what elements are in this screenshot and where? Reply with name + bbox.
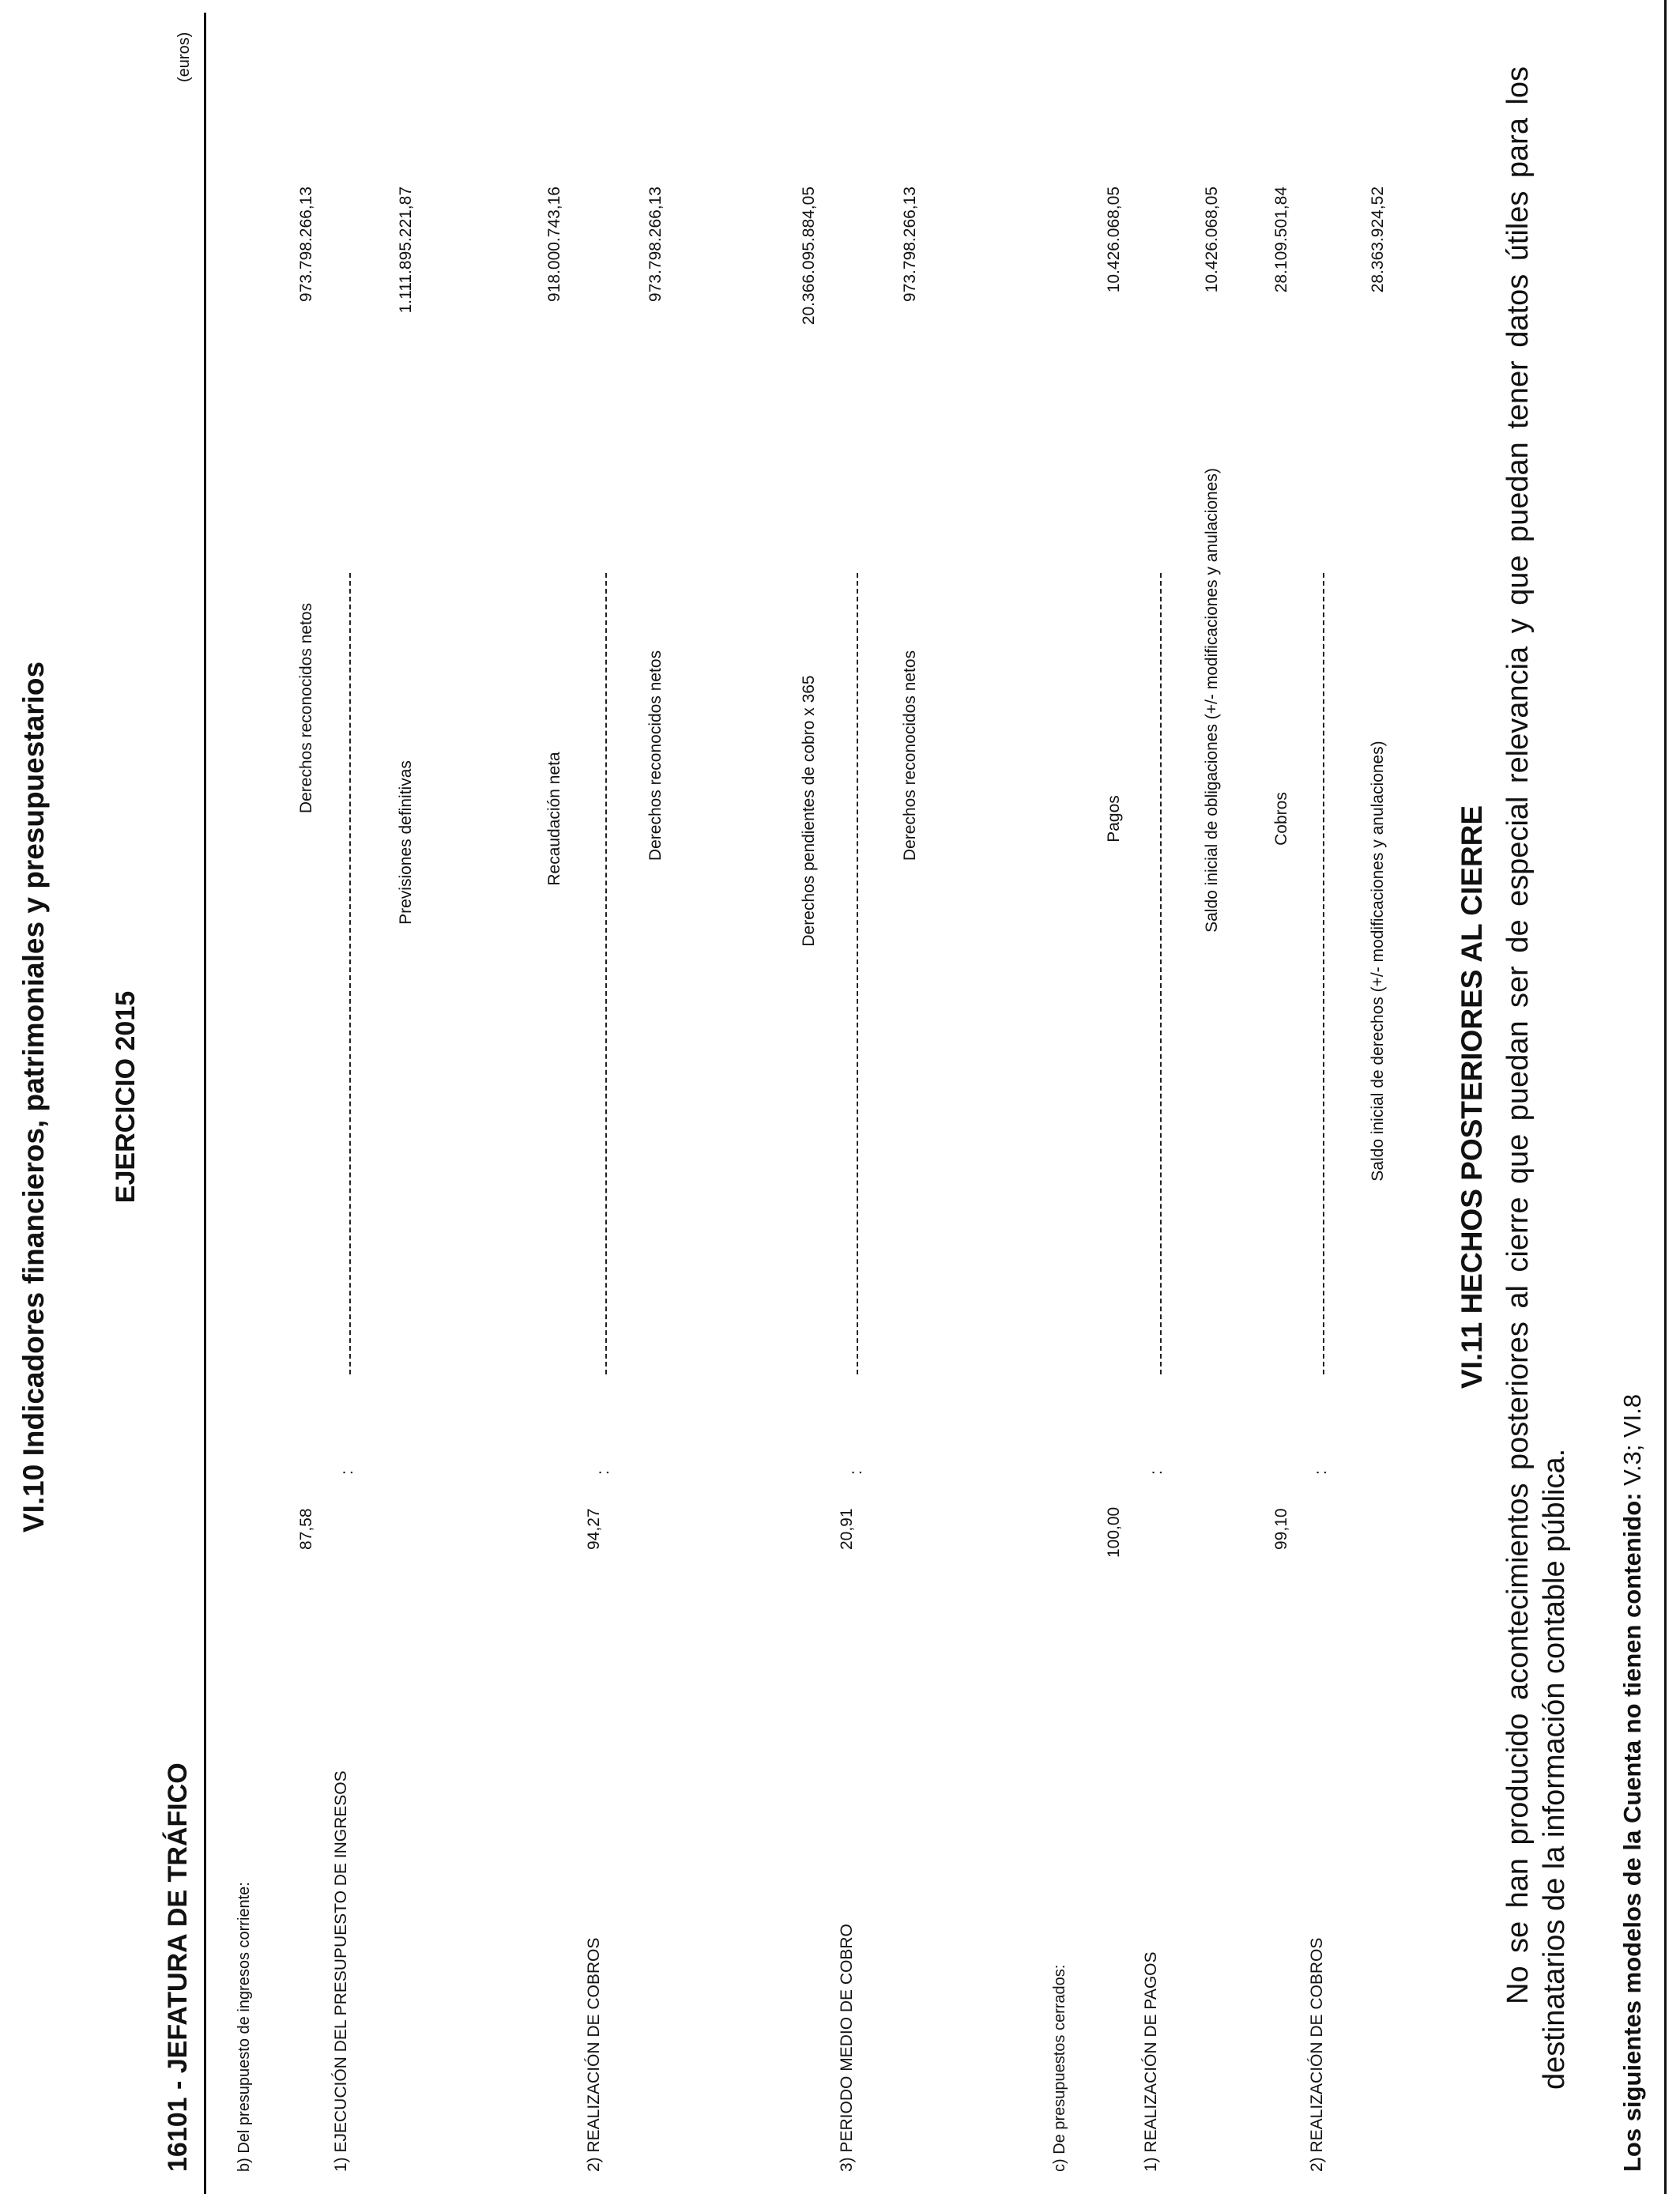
indicator-value: 87,58 [297, 1508, 315, 1550]
numerator-label: Cobros [1272, 792, 1290, 846]
section-c-heading: c) De presupuestos cerrados: [1051, 1964, 1068, 2172]
indicator-label: 1) REALIZACIÓN DE PAGOS [1142, 1951, 1160, 2172]
fraction-line [1160, 573, 1162, 1374]
numerator-value: 918.000.743,16 [545, 187, 563, 302]
colon: : [847, 1470, 865, 1475]
page-title: VI.10 Indicadores financieros, patrimoniales y presupuestarios [17, 661, 50, 1533]
unit-label: (euros) [175, 32, 193, 82]
numerator-label: Recaudación neta [545, 752, 563, 886]
indicator-label: 3) PERIODO MEDIO DE COBRO [838, 1924, 856, 2172]
indicator-value: 94,27 [585, 1508, 603, 1550]
denominator-label: Saldo inicial de obligaciones (+/- modificaciones y anulaciones) [1203, 468, 1221, 933]
fraction-line [857, 573, 858, 1374]
denominator-value: 973.798.266,13 [646, 187, 665, 302]
indicator-label: 1) EJECUCIÓN DEL PRESUPUESTO DE INGRESOS [332, 1770, 350, 2172]
denominator-label: Derechos reconocidos netos [646, 650, 665, 861]
left-page-rule [1664, 0, 1667, 2194]
denominator-value: 28.363.924,52 [1369, 187, 1387, 293]
exercise-heading: EJERCICIO 2015 [111, 990, 141, 1204]
numerator-value: 28.109.501,84 [1272, 187, 1290, 293]
indicator-value: 20,91 [838, 1508, 856, 1550]
denominator-value: 1.111.895.221,87 [397, 187, 415, 314]
colon: : [594, 1470, 612, 1475]
section-b-heading: b) Del presupuesto de ingresos corriente: [235, 1882, 253, 2172]
denominator-label: Saldo inicial de derechos (+/- modificaciones y anulaciones) [1369, 741, 1387, 1182]
footer-note [1618, 1394, 1647, 2172]
section-vi11-body: No se han producido acontecimientos posteriores al cierre que puedan ser de especial relevancia y que puedan tener datos útiles para los destinatarios de la información contable pública. [1501, 66, 1571, 2090]
numerator-label: Derechos reconocidos netos [297, 602, 315, 814]
fraction-line [1323, 573, 1324, 1374]
denominator-value: 10.426.068,05 [1203, 187, 1221, 293]
footer-note-models: V.3; VI.8 [1618, 1393, 1646, 1493]
indicator-value: 100,00 [1105, 1506, 1123, 1558]
footer-note-bold: Los siguientes modelos de la Cuenta no tienen contenido: [1618, 1492, 1646, 2172]
numerator-value: 10.426.068,05 [1105, 187, 1123, 293]
section-vi11-title: VI.11 HECHOS POSTERIORES AL CIERRE [1456, 805, 1488, 1389]
fraction-line [605, 573, 607, 1374]
colon: : [1312, 1470, 1330, 1475]
fraction-line [349, 573, 351, 1374]
indicator-label: 2) REALIZACIÓN DE COBROS [585, 1937, 603, 2172]
numerator-value: 20.366.095.884,05 [800, 187, 818, 326]
indicator-label: 2) REALIZACIÓN DE COBROS [1308, 1937, 1326, 2172]
numerator-label: Derechos pendientes de cobro x 365 [800, 675, 818, 947]
colon: : [338, 1470, 356, 1475]
header-rule [204, 13, 206, 2194]
numerator-value: 973.798.266,13 [297, 187, 315, 302]
denominator-value: 973.798.266,13 [901, 187, 919, 302]
entity-name: 16101 - JEFATURA DE TRÁFICO [163, 1762, 193, 2172]
indicator-value: 99,10 [1272, 1508, 1290, 1550]
numerator-label: Pagos [1105, 795, 1123, 843]
colon: : [1147, 1470, 1166, 1475]
denominator-label: Previsiones definitivas [397, 760, 415, 925]
denominator-label: Derechos reconocidos netos [901, 650, 919, 861]
